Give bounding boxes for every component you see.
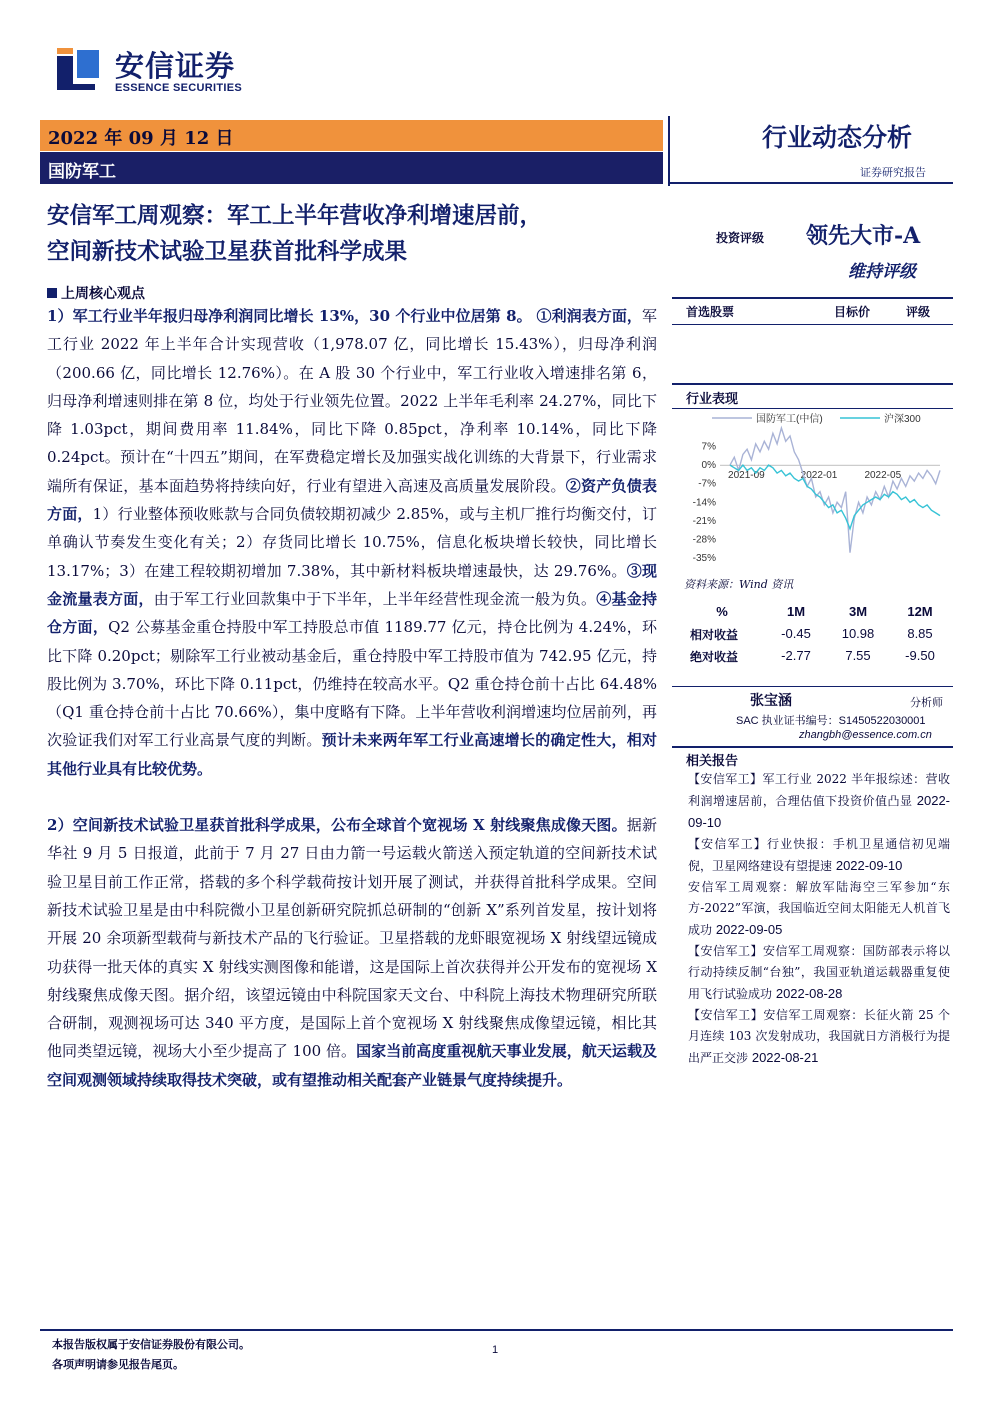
- paragraph-gap: [47, 783, 657, 811]
- report-body: [47, 302, 657, 1094]
- performance-row-absolute: [680, 646, 950, 668]
- performance-row-relative: [680, 624, 950, 646]
- logo-mark-icon: [55, 46, 101, 92]
- legend-label: 沪深300: [884, 414, 921, 425]
- y-tick-label: -7%: [698, 478, 716, 490]
- header-divider-horizontal: [668, 182, 953, 184]
- profit-statement-text: 军工行业 2022 年上半年合计实现营收（1,978.07 亿，同比增长 15.43%），归母净利润（200.66 亿，同比增长 12.76%）。在 A 股 30 个行业中，军工行业收入增速排名第 6，归母净利增速则排在第 8 位，均处于行业领先位置。2022 上半年毛利率 24.27%，同比下降 1.03pct，期间费用率 11.84%，同比下降 0.85pct，净利率 10.14%，同比下降 0.24pct。预计在“十四五”期间，在军费稳定增长及加强实战化训练的大背景下，行业需求端所有保证，基本面趋势将持续向好，行业有望进入高速及高质量发展阶段。: [47, 307, 657, 495]
- logo-text-en: ESSENCE SECURITIES: [115, 82, 243, 94]
- y-tick-label: 0%: [701, 460, 716, 472]
- related-report-item[interactable]: [688, 1005, 950, 1069]
- related-report-text: 【安信军工】安信军工周观察：长征火箭 25 个月连续 103 次发射成功，我国就日方消极行为提出严正交涉: [688, 1008, 950, 1065]
- related-report-item[interactable]: [688, 769, 950, 834]
- sector-name: 国防军工: [48, 162, 116, 182]
- cash-flow-text: 由于军工行业回款集中于下半年，上半年经营性现金流一般为负。: [153, 589, 597, 608]
- paragraph-1: [47, 302, 657, 783]
- x-tick-label: 2022-01: [800, 470, 838, 482]
- analyst-name: 张宝涵: [750, 693, 792, 709]
- report-title: [47, 198, 657, 270]
- paragraph-1-conclusion: 预计未来两年军工行业高速增长的确定性大，相对其他行业具有比较优势。: [47, 731, 657, 778]
- related-report-text: 【安信军工】军工行业 2022 半年报综述：营收利润增速居前，合理估值下投资价值凸显: [688, 772, 950, 808]
- logo-text-cn: 安信证券: [115, 49, 236, 83]
- related-report-text: 【安信军工】行业快报：手机卫星通信初见端倪，卫星网络建设有望提速: [688, 837, 950, 873]
- section-heading: [47, 283, 145, 303]
- related-report-date: 2022-09-10: [688, 793, 950, 830]
- footer-disclaimer: 各项声明请参见报告尾页。: [52, 1358, 184, 1371]
- performance-col-3m: 3M: [848, 604, 868, 619]
- paragraph-2: [47, 811, 657, 1094]
- paragraph-1-heading: 1）军工行业半年报归母净利润同比增长 13%，30 个行业中位居第 8。: [47, 307, 532, 325]
- analyst-email[interactable]: zhangbh@essence.com.cn: [799, 729, 932, 741]
- x-tick-label: 2022-05: [864, 470, 902, 482]
- rating-label: 投资评级: [716, 231, 765, 245]
- section-square-icon: [47, 288, 57, 298]
- stock-col-target: 目标价: [834, 305, 871, 319]
- rating-keep: 维持评级: [848, 262, 916, 282]
- related-report-date: 2022-09-05: [715, 922, 783, 937]
- chart-source: 资料来源：Wind 资讯: [684, 578, 794, 591]
- performance-table-header-row: [680, 602, 950, 624]
- y-tick-label: -14%: [692, 497, 716, 509]
- performance-cell: -2.77: [781, 648, 811, 663]
- performance-cell: 7.55: [845, 648, 871, 663]
- fund-holding-label: ④基金持仓方面，: [47, 589, 657, 637]
- performance-cell: 10.98: [841, 626, 875, 641]
- y-tick-label: -28%: [692, 534, 716, 546]
- footer-copyright: 本报告版权属于安信证券股份有限公司。: [52, 1338, 250, 1351]
- page-number: 1: [492, 1344, 499, 1356]
- performance-cell: -0.45: [781, 626, 811, 641]
- report-type: 行业动态分析: [762, 123, 913, 152]
- performance-cell: -9.50: [905, 648, 935, 663]
- related-report-item[interactable]: [688, 834, 950, 877]
- analyst-sac-number: SAC 执业证书编号：S1450522030001: [736, 715, 926, 727]
- header-divider-vertical: [668, 116, 670, 186]
- y-tick-label: -21%: [692, 515, 716, 527]
- performance-col-1m: 1M: [786, 604, 806, 619]
- performance-cell: 8.85: [907, 626, 933, 641]
- related-report-item[interactable]: [688, 941, 950, 1005]
- related-report-item[interactable]: [688, 877, 950, 941]
- stock-col-rating: 评级: [906, 305, 931, 319]
- performance-table: [680, 602, 950, 668]
- performance-col-12m: 12M: [907, 604, 933, 619]
- analyst-divider: [672, 686, 953, 687]
- stock-col-name: 首选股票: [686, 305, 735, 319]
- paragraph-2-heading: 2）空间新技术试验卫星获首批科学成果，公布全球首个宽视场 X 射线聚焦成像天图。: [47, 816, 627, 835]
- performance-row-label: 相对收益: [690, 628, 739, 642]
- rating-value: 领先大市-A: [806, 223, 921, 249]
- industry-performance-chart: [672, 408, 953, 578]
- related-reports-header: [672, 746, 953, 768]
- chart-legend: [712, 412, 921, 425]
- balance-sheet-label: ②资产负债表方面，: [47, 476, 657, 524]
- performance-row-label: 绝对收益: [690, 650, 739, 664]
- report-subtype: 证券研究报告: [860, 166, 926, 179]
- industry-performance-header: [672, 383, 953, 409]
- y-tick-label: 7%: [701, 441, 716, 453]
- fund-holding-text: Q2 公募基金重仓持股中军工持股总市值 1189.77 亿元，持仓比例为 4.24%，环比下降 0.20pct；剔除军工行业被动基金后，重仓持股中军工持股市值为 742.95 亿元，持股比例为 3.70%，环比下降 0.11pct，仍维持在较高水平。Q2 重仓持仓前十占比 64.48%（Q1 重仓持仓前十占比 70.66%），集中度略有下降。上半年营收利润增速均位居前列，再次验证我们对军工行业高景气度的判断。: [47, 618, 657, 750]
- title-line-2: 空间新技术试验卫星获首批科学成果: [47, 239, 408, 265]
- related-report-date: 2022-08-21: [751, 1050, 819, 1065]
- cash-flow-label: ③现金流量表方面，: [47, 561, 657, 608]
- chart-x-axis: [720, 465, 940, 481]
- series-line: [730, 428, 940, 553]
- section-heading-text: 上周核心观点: [61, 286, 145, 302]
- stock-table-header: [672, 297, 953, 325]
- legend-label: 国防军工(中信): [756, 414, 823, 425]
- related-reports-list: [688, 769, 950, 1069]
- report-date: 2022 年 09 月 12 日: [48, 128, 234, 149]
- related-report-text: 【安信军工】安信军工周观察：国防部表示将以行动持续反制“台独”，我国亚轨道运载器重复使用飞行试验成功: [688, 944, 950, 1001]
- industry-performance-title: 行业表现: [686, 392, 739, 407]
- related-report-text: 安信军工周观察：解放军陆海空三军参加“东方-2022”军演，我国临近空间太阳能无人机首飞成功: [688, 880, 950, 937]
- related-reports-title: 相关报告: [686, 754, 739, 769]
- related-report-date: 2022-09-10: [835, 858, 903, 873]
- sector-bar: [40, 152, 663, 184]
- chart-series-group: [730, 428, 940, 553]
- analyst-role: 分析师: [910, 696, 943, 709]
- title-line-1: 安信军工周观察：军工上半年营收净利增速居前，: [47, 203, 543, 229]
- profit-statement-label: ①利润表方面，: [536, 307, 642, 325]
- related-report-date: 2022-08-28: [775, 986, 843, 1001]
- footer-divider: [40, 1329, 953, 1331]
- performance-col-unit: %: [716, 604, 728, 619]
- date-bar: [40, 120, 663, 151]
- y-tick-label: -35%: [692, 553, 716, 564]
- paragraph-2-text: 据新华社 9 月 5 日报道，此前于 7 月 27 日由力箭一号运载火箭送入预定轨道的空间新技术试验卫星目前工作正常，搭载的多个科学载荷按计划开展了测试，并获得首批科学成果。空间新技术试验卫星是由中科院微小卫星创新研究院抓总研制的“创新 X”系列首发星，按计划将开展 20 余项新型载荷与新技术产品的飞行验证。卫星搭载的龙虾眼宽视场 X 射线望远镜成功获得一批天体的真实 X 射线实测图像和能谱，这是国际上首次获得并公开发布的宽视场 X 射线聚焦成像天图。据介绍，该望远镜由中科院国家天文台、中科院上海技术物理研究所联合研制，观测视场可达 340 平方度，是国际上首个宽视场 X 射线聚焦成像望远镜，相比其他同类望远镜，视场大小至少提高了 100 倍。: [47, 816, 657, 1061]
- paragraph-2-conclusion: 国家当前高度重视航天事业发展，航天运载及空间观测领域持续取得技术突破，或有望推动相关配套产业链景气度持续提升。: [47, 1042, 657, 1089]
- company-logo: [55, 44, 245, 96]
- balance-sheet-text: 1）行业整体预收账款与合同负债较期初减少 2.85%，或与主机厂推行均衡交付，订单确认节奏发生变化有关；2）存货同比增长 10.75%，信息化板块增长较快，同比增长 13.17%；3）在建工程较期初增加 7.38%，其中新材料板块增速最快，达 29.76%。: [47, 505, 657, 580]
- chart-y-axis: [693, 442, 716, 564]
- x-tick-label: 2021-09: [728, 470, 765, 482]
